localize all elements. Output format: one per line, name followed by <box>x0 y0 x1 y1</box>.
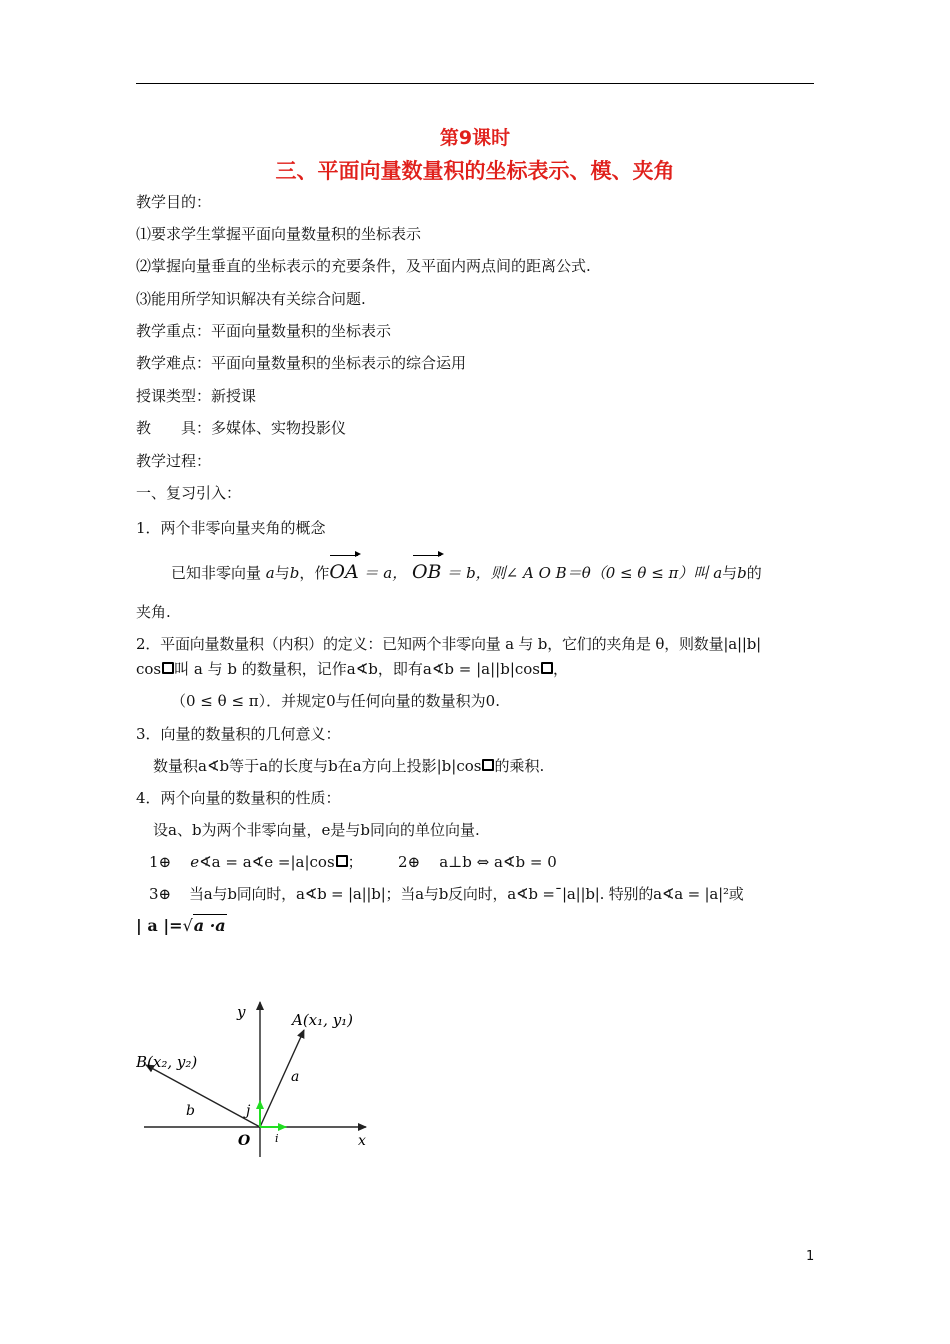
property-1: 1⊕ e∢a = a∢e =|a|cos ； <box>149 853 363 871</box>
difficulty: 教学难点：平面向量数量积的坐标表示的综合运用 <box>136 354 467 372</box>
sqrt-glyph: √ <box>182 916 193 935</box>
lesson-type: 授课类型：新授课 <box>136 387 257 405</box>
label-origin: O <box>238 1133 251 1149</box>
label-y: y <box>237 1003 246 1021</box>
objective-item: ⑶能用所学知识解决有关综合问题. <box>136 290 366 308</box>
lesson-number: 第9课时 <box>439 127 511 149</box>
label-x: x <box>358 1133 366 1149</box>
label-unit-j: j <box>246 1103 251 1119</box>
geometric-meaning: 数量积a∢b等于a的长度与b在a方向上投影|b|cos 的乘积. <box>153 757 545 775</box>
dot-glyph: ∢ <box>661 885 675 903</box>
objective-item: ⑴要求学生掌握平面向量数量积的坐标表示 <box>136 225 422 243</box>
page-number: 1 <box>806 1249 815 1264</box>
dot-product-notation: cos 叫 a 与 b 的数量积，记作a∢b，即有a∢b = |a||b|cos ， <box>136 660 569 678</box>
dot-glyph: ∢ <box>304 885 318 903</box>
section-1-title: 1．两个非零向量夹角的概念 <box>136 519 326 537</box>
section-3-title: 3．向量的数量积的几何意义： <box>136 725 341 743</box>
lesson-title: 三、平面向量数量积的坐标表示、模、夹角 <box>275 159 675 183</box>
tools-label: 教 具： <box>136 419 212 437</box>
key-point: 教学重点：平面向量数量积的坐标表示 <box>136 322 392 340</box>
objectives-heading: 教学目的： <box>136 193 212 211</box>
square-glyph <box>482 759 494 771</box>
label-point-a: A(x₁, y₁) <box>292 1011 354 1029</box>
process-heading: 教学过程： <box>136 452 212 470</box>
property-2: 2⊕ a⊥b ⇔ a∢b = 0 <box>398 853 557 871</box>
dot-glyph: ∢ <box>516 885 529 903</box>
dot-glyph: ∢ <box>502 853 516 871</box>
label-point-b: B(x₂, y₂) <box>136 1053 198 1071</box>
square-glyph <box>336 855 348 867</box>
angle-definition: 已知非零向量 a与b，作OA ＝ a， OB ＝ b，则∠ A O B＝θ（0 ≤ θ ≤ π）叫 a与b的 <box>171 558 762 587</box>
dot-glyph: ∢ <box>206 757 220 775</box>
dot-glyph: ∢ <box>355 660 369 678</box>
properties-intro: 设a、b为两个非零向量，e是与b同向的单位向量. <box>153 821 480 839</box>
section-4-title: 4．两个向量的数量积的性质： <box>136 789 341 807</box>
square-glyph <box>162 662 174 674</box>
header-rule <box>136 83 814 84</box>
tools <box>136 418 346 438</box>
zero-vector-rule: （0 ≤ θ ≤ π）．并规定0与任何向量的数量积为0. <box>171 692 500 710</box>
label-unit-i: i <box>275 1132 279 1145</box>
square-glyph <box>541 662 553 674</box>
tools-value: 多媒体、实物投影仪 <box>211 419 347 437</box>
dot-product-definition: 2．平面向量数量积（内积）的定义：已知两个非零向量 a 与 b，它们的夹角是 θ，则数量|a||b| <box>136 635 761 653</box>
review-heading: 一、复习引入： <box>136 484 242 502</box>
vector-ob: OB <box>412 558 442 586</box>
vector-oa: OA <box>329 558 358 586</box>
label-vector-b: b <box>186 1103 195 1119</box>
objective-item: ⑵掌握向量垂直的坐标表示的充要条件，及平面内两点间的距离公式. <box>136 257 591 275</box>
dot-glyph: ∢ <box>199 853 212 871</box>
angle-definition-end: 夹角. <box>136 603 171 621</box>
dot-glyph: ∢ <box>251 853 265 871</box>
vector-coordinate-diagram <box>136 995 376 1160</box>
norm-formula: | a |=√a ·a <box>136 916 226 935</box>
property-3: 3⊕ 当a与b同向时，a∢b = |a||b|；当a与b反向时，a∢b =ˉ|a||b|. 特别的a∢a = |a|²或 <box>149 885 744 903</box>
dot-glyph: ∢ <box>431 660 445 678</box>
vector-b <box>146 1065 260 1127</box>
label-vector-a: a <box>291 1069 300 1085</box>
